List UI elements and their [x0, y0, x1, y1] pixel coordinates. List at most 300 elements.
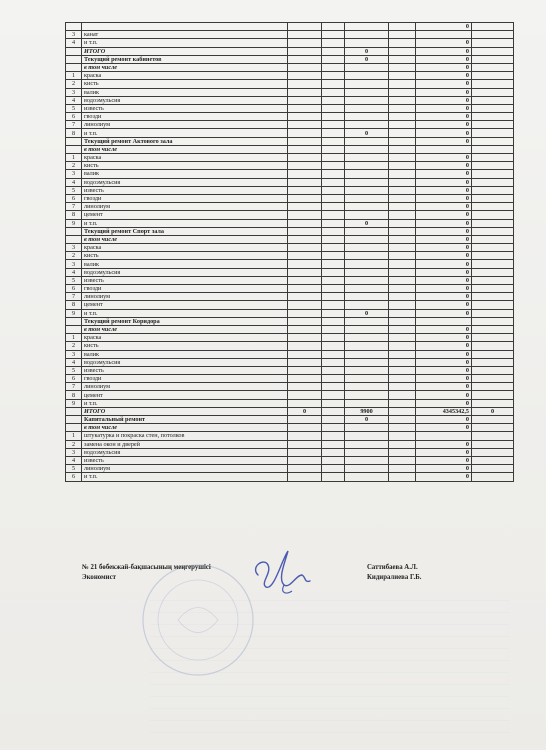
- value-cell: [322, 375, 345, 383]
- item-name-cell: краска: [82, 334, 288, 342]
- value-cell: [472, 39, 514, 47]
- value-cell: [416, 432, 472, 440]
- table-row: [66, 473, 514, 481]
- table-row: [66, 227, 514, 235]
- value-cell: [389, 194, 416, 202]
- value-cell: [322, 186, 345, 194]
- item-name-cell: и т.п.: [82, 129, 288, 137]
- item-name-cell: краска: [82, 244, 288, 252]
- value-cell: [472, 31, 514, 39]
- value-cell: [288, 170, 322, 178]
- value-cell: [345, 268, 389, 276]
- value-cell: [322, 309, 345, 317]
- value-cell: [472, 72, 514, 80]
- row-number-cell: 7: [66, 203, 82, 211]
- value-cell: 0: [416, 96, 472, 104]
- item-name-cell: ИТОГО: [82, 407, 288, 415]
- row-number-cell: 4: [66, 358, 82, 366]
- value-cell: 0: [416, 162, 472, 170]
- row-number-cell: 5: [66, 186, 82, 194]
- value-cell: [472, 121, 514, 129]
- value-cell: 0: [416, 342, 472, 350]
- value-cell: [389, 334, 416, 342]
- table-row: [66, 375, 514, 383]
- value-cell: [288, 334, 322, 342]
- value-cell: [389, 178, 416, 186]
- row-number-cell: 3: [66, 260, 82, 268]
- item-name-cell: в том числе: [82, 145, 288, 153]
- item-name-cell: линолиум: [82, 293, 288, 301]
- value-cell: 0: [416, 383, 472, 391]
- value-cell: [472, 211, 514, 219]
- value-cell: [322, 366, 345, 374]
- footer-left-block: [82, 563, 211, 583]
- value-cell: [389, 203, 416, 211]
- row-number-cell: 4: [66, 96, 82, 104]
- value-cell: [288, 23, 322, 31]
- value-cell: [389, 301, 416, 309]
- value-cell: [345, 244, 389, 252]
- value-cell: [472, 285, 514, 293]
- value-cell: [322, 178, 345, 186]
- value-cell: [389, 424, 416, 432]
- row-number-cell: [66, 317, 82, 325]
- value-cell: [472, 252, 514, 260]
- economist-title: Экономист: [82, 574, 116, 581]
- row-number-cell: 3: [66, 350, 82, 358]
- value-cell: [389, 96, 416, 104]
- value-cell: [345, 325, 389, 333]
- value-cell: [472, 88, 514, 96]
- value-cell: 0: [416, 227, 472, 235]
- value-cell: [389, 55, 416, 63]
- value-cell: [288, 293, 322, 301]
- value-cell: [345, 162, 389, 170]
- value-cell: 0: [416, 72, 472, 80]
- value-cell: [472, 113, 514, 121]
- value-cell: [472, 129, 514, 137]
- value-cell: [416, 317, 472, 325]
- item-name-cell: Текущий ремонт Коридора: [82, 317, 288, 325]
- value-cell: 0: [416, 211, 472, 219]
- value-cell: [345, 456, 389, 464]
- item-name-cell: валик: [82, 88, 288, 96]
- value-cell: [472, 317, 514, 325]
- row-number-cell: [66, 424, 82, 432]
- value-cell: [288, 285, 322, 293]
- value-cell: [322, 235, 345, 243]
- value-cell: [288, 448, 322, 456]
- value-cell: [345, 88, 389, 96]
- value-cell: [389, 113, 416, 121]
- value-cell: [345, 276, 389, 284]
- value-cell: [472, 145, 514, 153]
- row-number-cell: [66, 137, 82, 145]
- value-cell: [322, 416, 345, 424]
- value-cell: [345, 448, 389, 456]
- value-cell: [345, 80, 389, 88]
- value-cell: [472, 162, 514, 170]
- table-row: [66, 366, 514, 374]
- table-row: [66, 72, 514, 80]
- value-cell: [345, 317, 389, 325]
- item-name-cell: линолиум: [82, 383, 288, 391]
- value-cell: [345, 366, 389, 374]
- value-cell: [389, 252, 416, 260]
- value-cell: [322, 72, 345, 80]
- value-cell: [389, 416, 416, 424]
- value-cell: [322, 162, 345, 170]
- value-cell: [389, 39, 416, 47]
- row-number-cell: 9: [66, 219, 82, 227]
- value-cell: [345, 211, 389, 219]
- value-cell: [345, 391, 389, 399]
- value-cell: [288, 366, 322, 374]
- value-cell: [389, 399, 416, 407]
- table-row: [66, 47, 514, 55]
- value-cell: [288, 260, 322, 268]
- value-cell: [288, 203, 322, 211]
- value-cell: [322, 129, 345, 137]
- item-name-cell: линолиум: [82, 465, 288, 473]
- value-cell: [389, 407, 416, 415]
- item-name-cell: водоэмульсия: [82, 268, 288, 276]
- value-cell: [322, 465, 345, 473]
- value-cell: [322, 293, 345, 301]
- value-cell: [472, 334, 514, 342]
- row-number-cell: 8: [66, 301, 82, 309]
- item-name-cell: краска: [82, 154, 288, 162]
- table-row: [66, 285, 514, 293]
- value-cell: [322, 227, 345, 235]
- row-number-cell: [66, 325, 82, 333]
- value-cell: 0: [416, 88, 472, 96]
- table-row: [66, 186, 514, 194]
- value-cell: [288, 80, 322, 88]
- value-cell: [322, 104, 345, 112]
- value-cell: [288, 72, 322, 80]
- table-row: [66, 383, 514, 391]
- value-cell: [288, 39, 322, 47]
- item-name-cell: водоэмульсия: [82, 448, 288, 456]
- value-cell: [288, 416, 322, 424]
- value-cell: [322, 88, 345, 96]
- value-cell: [322, 252, 345, 260]
- value-cell: [389, 47, 416, 55]
- table-row: [66, 219, 514, 227]
- value-cell: 0: [416, 80, 472, 88]
- value-cell: [345, 301, 389, 309]
- value-cell: [389, 375, 416, 383]
- value-cell: 0: [416, 334, 472, 342]
- value-cell: [389, 317, 416, 325]
- value-cell: 0: [416, 448, 472, 456]
- table-row: [66, 235, 514, 243]
- value-cell: [345, 145, 389, 153]
- row-number-cell: 5: [66, 366, 82, 374]
- row-number-cell: 3: [66, 448, 82, 456]
- row-number-cell: 3: [66, 244, 82, 252]
- row-number-cell: 4: [66, 178, 82, 186]
- value-cell: [288, 456, 322, 464]
- value-cell: 0: [416, 260, 472, 268]
- row-number-cell: [66, 235, 82, 243]
- value-cell: [288, 342, 322, 350]
- row-number-cell: 1: [66, 432, 82, 440]
- value-cell: [345, 63, 389, 71]
- value-cell: 0: [416, 219, 472, 227]
- value-cell: [389, 276, 416, 284]
- item-name-cell: водоэмульсия: [82, 358, 288, 366]
- item-name-cell: линолиум: [82, 203, 288, 211]
- value-cell: [389, 309, 416, 317]
- value-cell: [288, 96, 322, 104]
- table-row: [66, 325, 514, 333]
- item-name-cell: известь: [82, 456, 288, 464]
- row-number-cell: 8: [66, 391, 82, 399]
- value-cell: [472, 244, 514, 252]
- value-cell: [389, 456, 416, 464]
- item-name-cell: Текущий ремонт Актового зала: [82, 137, 288, 145]
- value-cell: [472, 260, 514, 268]
- value-cell: [389, 211, 416, 219]
- value-cell: [322, 113, 345, 121]
- value-cell: [288, 194, 322, 202]
- value-cell: [322, 334, 345, 342]
- table-row: [66, 23, 514, 31]
- row-number-cell: 1: [66, 154, 82, 162]
- table-row: [66, 211, 514, 219]
- table-row: [66, 293, 514, 301]
- value-cell: [322, 268, 345, 276]
- table-row: [66, 96, 514, 104]
- table-row: [66, 244, 514, 252]
- value-cell: 0: [345, 47, 389, 55]
- value-cell: 0: [345, 55, 389, 63]
- value-cell: [472, 366, 514, 374]
- row-number-cell: 7: [66, 383, 82, 391]
- row-number-cell: 3: [66, 31, 82, 39]
- table-row: [66, 31, 514, 39]
- value-cell: [322, 350, 345, 358]
- value-cell: [389, 104, 416, 112]
- row-number-cell: 1: [66, 72, 82, 80]
- value-cell: 0: [416, 252, 472, 260]
- value-cell: 0: [416, 424, 472, 432]
- value-cell: [345, 350, 389, 358]
- value-cell: [389, 219, 416, 227]
- value-cell: [322, 407, 345, 415]
- value-cell: [472, 55, 514, 63]
- value-cell: [322, 260, 345, 268]
- item-name-cell: штукатурка и покраска стен, потолков: [82, 432, 288, 440]
- value-cell: [345, 473, 389, 481]
- table-row: [66, 55, 514, 63]
- value-cell: [472, 465, 514, 473]
- value-cell: [389, 383, 416, 391]
- value-cell: [389, 80, 416, 88]
- value-cell: [288, 55, 322, 63]
- item-name-cell: в том числе: [82, 63, 288, 71]
- value-cell: [345, 154, 389, 162]
- value-cell: [389, 448, 416, 456]
- table-row: [66, 154, 514, 162]
- item-name-cell: Текущий ремонт кабинетов: [82, 55, 288, 63]
- value-cell: [389, 440, 416, 448]
- value-cell: [472, 47, 514, 55]
- row-number-cell: [66, 47, 82, 55]
- value-cell: 0: [416, 456, 472, 464]
- value-cell: 0: [288, 407, 322, 415]
- value-cell: [345, 203, 389, 211]
- row-number-cell: 6: [66, 375, 82, 383]
- value-cell: 0: [416, 186, 472, 194]
- value-cell: [288, 219, 322, 227]
- value-cell: [345, 31, 389, 39]
- table-row: [66, 203, 514, 211]
- value-cell: [389, 72, 416, 80]
- item-name-cell: водоэмульсия: [82, 178, 288, 186]
- item-name-cell: и т.п.: [82, 399, 288, 407]
- item-name-cell: валик: [82, 170, 288, 178]
- value-cell: [288, 317, 322, 325]
- value-cell: 0: [416, 416, 472, 424]
- value-cell: [472, 178, 514, 186]
- value-cell: [472, 416, 514, 424]
- value-cell: [288, 162, 322, 170]
- table-row: [66, 350, 514, 358]
- director-title: № 21 бөбекжай-бақшасының меңгерушісі: [82, 564, 211, 571]
- value-cell: [345, 252, 389, 260]
- value-cell: 0: [416, 235, 472, 243]
- value-cell: [389, 186, 416, 194]
- value-cell: [288, 432, 322, 440]
- table-body: [66, 23, 514, 482]
- value-cell: [345, 227, 389, 235]
- table-row: [66, 104, 514, 112]
- value-cell: [389, 121, 416, 129]
- value-cell: 0: [416, 325, 472, 333]
- value-cell: [322, 244, 345, 252]
- item-name-cell: канат: [82, 31, 288, 39]
- value-cell: [389, 162, 416, 170]
- value-cell: [288, 121, 322, 129]
- value-cell: [322, 23, 345, 31]
- value-cell: 0: [416, 63, 472, 71]
- table-row: [66, 309, 514, 317]
- value-cell: [389, 465, 416, 473]
- value-cell: [322, 121, 345, 129]
- value-cell: [389, 342, 416, 350]
- row-number-cell: 3: [66, 88, 82, 96]
- row-number-cell: 6: [66, 285, 82, 293]
- value-cell: [322, 342, 345, 350]
- value-cell: [288, 88, 322, 96]
- value-cell: [472, 80, 514, 88]
- value-cell: [345, 170, 389, 178]
- table-row: [66, 137, 514, 145]
- value-cell: [288, 154, 322, 162]
- value-cell: [389, 293, 416, 301]
- item-name-cell: известь: [82, 276, 288, 284]
- row-number-cell: 4: [66, 39, 82, 47]
- value-cell: [345, 104, 389, 112]
- value-cell: [345, 293, 389, 301]
- value-cell: [322, 276, 345, 284]
- value-cell: [345, 194, 389, 202]
- value-cell: [288, 211, 322, 219]
- table-row: [66, 301, 514, 309]
- table-row: [66, 252, 514, 260]
- value-cell: [389, 235, 416, 243]
- table-row: [66, 424, 514, 432]
- value-cell: 0: [416, 170, 472, 178]
- table-row: [66, 317, 514, 325]
- value-cell: [322, 211, 345, 219]
- table-row: [66, 407, 514, 415]
- value-cell: [472, 358, 514, 366]
- value-cell: [288, 244, 322, 252]
- value-cell: [472, 448, 514, 456]
- value-cell: 0: [416, 178, 472, 186]
- value-cell: [389, 137, 416, 145]
- value-cell: [389, 366, 416, 374]
- row-number-cell: 7: [66, 121, 82, 129]
- value-cell: 0: [416, 465, 472, 473]
- value-cell: [322, 440, 345, 448]
- value-cell: 0: [416, 129, 472, 137]
- value-cell: [322, 80, 345, 88]
- value-cell: [288, 104, 322, 112]
- value-cell: [345, 96, 389, 104]
- value-cell: [345, 178, 389, 186]
- item-name-cell: кисть: [82, 342, 288, 350]
- item-name-cell: ИТОГО: [82, 47, 288, 55]
- value-cell: [345, 23, 389, 31]
- value-cell: [472, 383, 514, 391]
- item-name-cell: и т.п.: [82, 39, 288, 47]
- value-cell: [472, 219, 514, 227]
- value-cell: [472, 203, 514, 211]
- value-cell: [345, 424, 389, 432]
- item-name-cell: линолиум: [82, 121, 288, 129]
- row-number-cell: [66, 23, 82, 31]
- value-cell: [345, 285, 389, 293]
- table-row: [66, 334, 514, 342]
- item-name-cell: цемент: [82, 391, 288, 399]
- value-cell: 0: [416, 293, 472, 301]
- table-row: [66, 88, 514, 96]
- value-cell: 0: [416, 121, 472, 129]
- value-cell: [389, 268, 416, 276]
- value-cell: [322, 137, 345, 145]
- item-name-cell: гвозди: [82, 194, 288, 202]
- value-cell: [389, 473, 416, 481]
- value-cell: [322, 399, 345, 407]
- row-number-cell: 5: [66, 276, 82, 284]
- value-cell: [345, 358, 389, 366]
- value-cell: 0: [416, 104, 472, 112]
- value-cell: [322, 383, 345, 391]
- item-name-cell: кисть: [82, 80, 288, 88]
- value-cell: [472, 432, 514, 440]
- value-cell: 0: [416, 358, 472, 366]
- value-cell: 0: [416, 23, 472, 31]
- value-cell: [322, 170, 345, 178]
- row-number-cell: 3: [66, 170, 82, 178]
- row-number-cell: 5: [66, 465, 82, 473]
- table-row: [66, 39, 514, 47]
